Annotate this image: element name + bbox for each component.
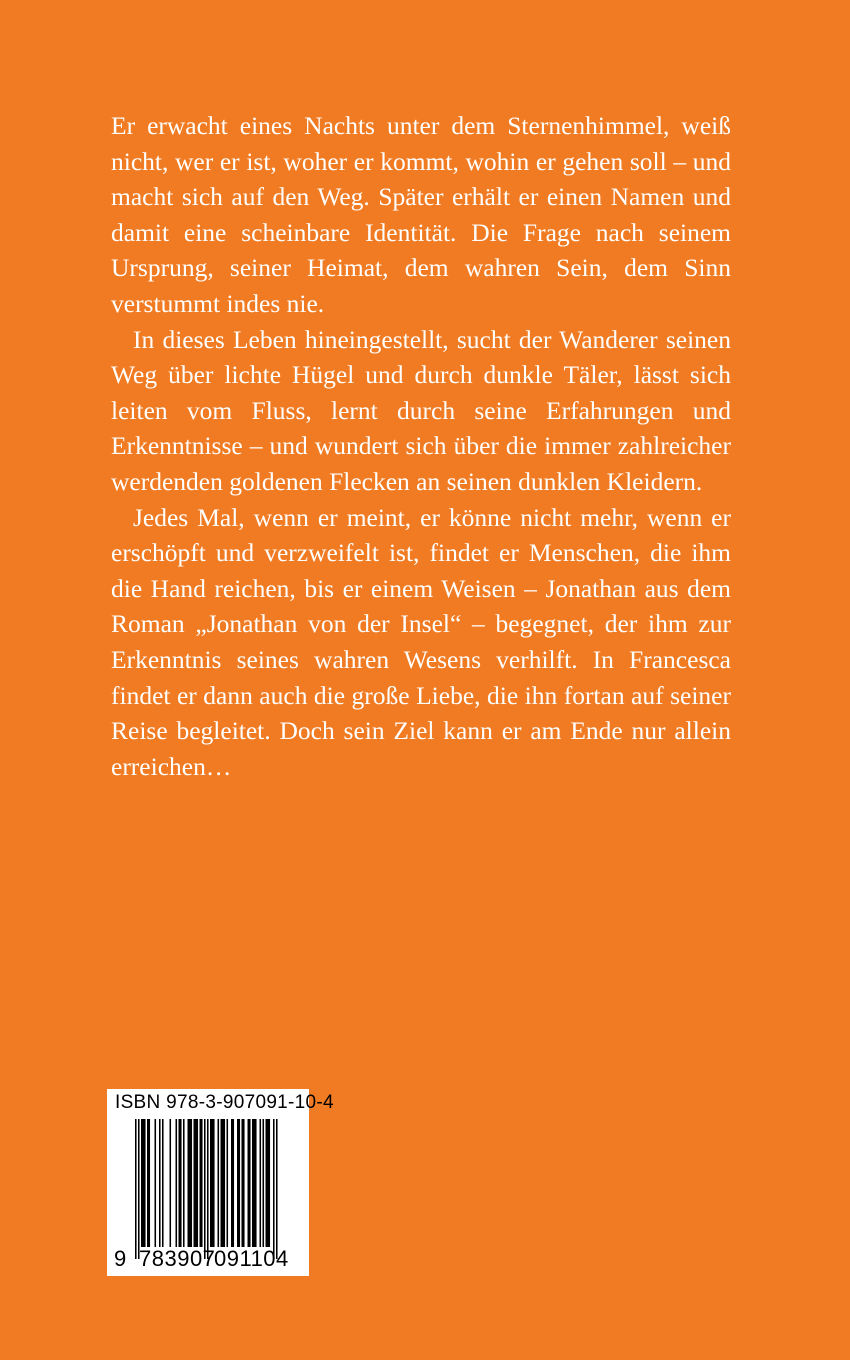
barcode-bar	[269, 1119, 271, 1247]
barcode-bar	[254, 1119, 256, 1247]
barcode-bar	[201, 1119, 203, 1247]
barcode-bar	[243, 1119, 245, 1247]
barcode-bar	[239, 1119, 241, 1247]
barcode-bar	[212, 1119, 214, 1247]
barcode-bar	[197, 1119, 199, 1247]
barcode-bar	[144, 1119, 146, 1247]
barcode-bar	[162, 1119, 164, 1247]
barcode-bar	[188, 1119, 190, 1247]
barcode-bar	[179, 1119, 181, 1247]
blurb-paragraph-2: In dieses Leben hineingestellt, sucht der Wanderer seinen Weg über lichte Hügel und durch dunkle Täler, lässt sich leiten vom Fluss, lernt durch seine Erfahrungen und Erkenntnisse – und wundert sich über die immer zahlreicher werdenden goldenen Flecken an seinen dunklen Kleidern.	[111, 324, 731, 496]
barcode-bars	[135, 1119, 295, 1264]
barcode-bar	[141, 1119, 143, 1247]
barcode-bar	[260, 1119, 262, 1247]
barcode-bar	[248, 1119, 250, 1247]
barcode-bar	[266, 1119, 268, 1247]
barcode-bar	[147, 1119, 149, 1247]
barcode-guard-bar	[204, 1119, 206, 1259]
barcode-bar	[255, 1119, 257, 1247]
barcode-bar	[170, 1119, 172, 1247]
ean-left-group: 783907	[139, 1246, 216, 1271]
barcode-bar	[242, 1119, 244, 1247]
barcode-bar	[221, 1119, 223, 1247]
isbn-barcode	[107, 1089, 334, 1276]
barcode-bar	[143, 1119, 145, 1247]
barcode-bar	[213, 1119, 215, 1247]
barcode-bar	[252, 1119, 254, 1247]
barcode-bar	[267, 1119, 269, 1247]
barcode-bar	[194, 1119, 196, 1247]
barcode-bar	[149, 1119, 151, 1247]
barcode-bar	[224, 1119, 226, 1247]
barcode-bar	[159, 1119, 161, 1247]
barcode-guard-bar	[207, 1119, 209, 1259]
blurb-paragraph-3: Jedes Mal, wenn er meint, er könne nicht mehr, wenn er erschöpft und verzweifelt ist, findet er Menschen, die ihm die Hand reichen, bis er einem Weisen – Jonathan aus dem Roman „Jonathan von der Insel“ – begegnet, der ihm zur Erkenntnis seines wahren Wesens verhilft. In Francesca findet er dann auch die große Liebe, die ihn fortan auf seiner Reise begleitet. Doch sein Ziel kann er am Ende nur allein erreichen…	[111, 502, 731, 781]
barcode-bar	[155, 1119, 157, 1247]
ean-right-group: 091104	[214, 1246, 289, 1271]
barcode-bar	[210, 1119, 212, 1247]
barcode-bar	[222, 1119, 224, 1247]
barcode-bar	[176, 1119, 178, 1247]
barcode-bar	[249, 1119, 251, 1247]
barcode-bar	[183, 1119, 185, 1247]
isbn-label: ISBN 978-3-907091-10-4	[115, 1092, 334, 1113]
barcode-bar	[231, 1119, 233, 1247]
barcode-bar	[180, 1119, 182, 1247]
barcode-bar	[200, 1119, 202, 1247]
barcode-bar	[227, 1119, 229, 1247]
back-cover-blurb	[111, 108, 731, 784]
blurb-paragraph-1: Er erwacht eines Nachts unter dem Sternenhimmel, weiß nicht, wer er ist, woher er kommt, wohin er gehen soll – und macht sich auf den Weg. Später erhält er einen Namen und damit eine scheinbare Identität. Die Frage nach seinem Ursprung, seiner Heimat, dem wahren Sein, dem Sinn verstummt indes nie.	[111, 111, 731, 318]
barcode-guard-bar	[276, 1119, 278, 1259]
ean-first-digit: 9	[114, 1246, 127, 1271]
barcode-bar	[237, 1119, 239, 1247]
barcode-guard-bar	[273, 1119, 275, 1259]
barcode-bar	[191, 1119, 193, 1247]
barcode-bar	[233, 1119, 235, 1247]
barcode-guard-bar	[135, 1119, 137, 1259]
barcode-bar	[263, 1119, 265, 1247]
barcode-bar	[218, 1119, 220, 1247]
barcode-bar	[195, 1119, 197, 1247]
barcode-guard-bar	[138, 1119, 140, 1259]
barcode-bar	[189, 1119, 191, 1247]
